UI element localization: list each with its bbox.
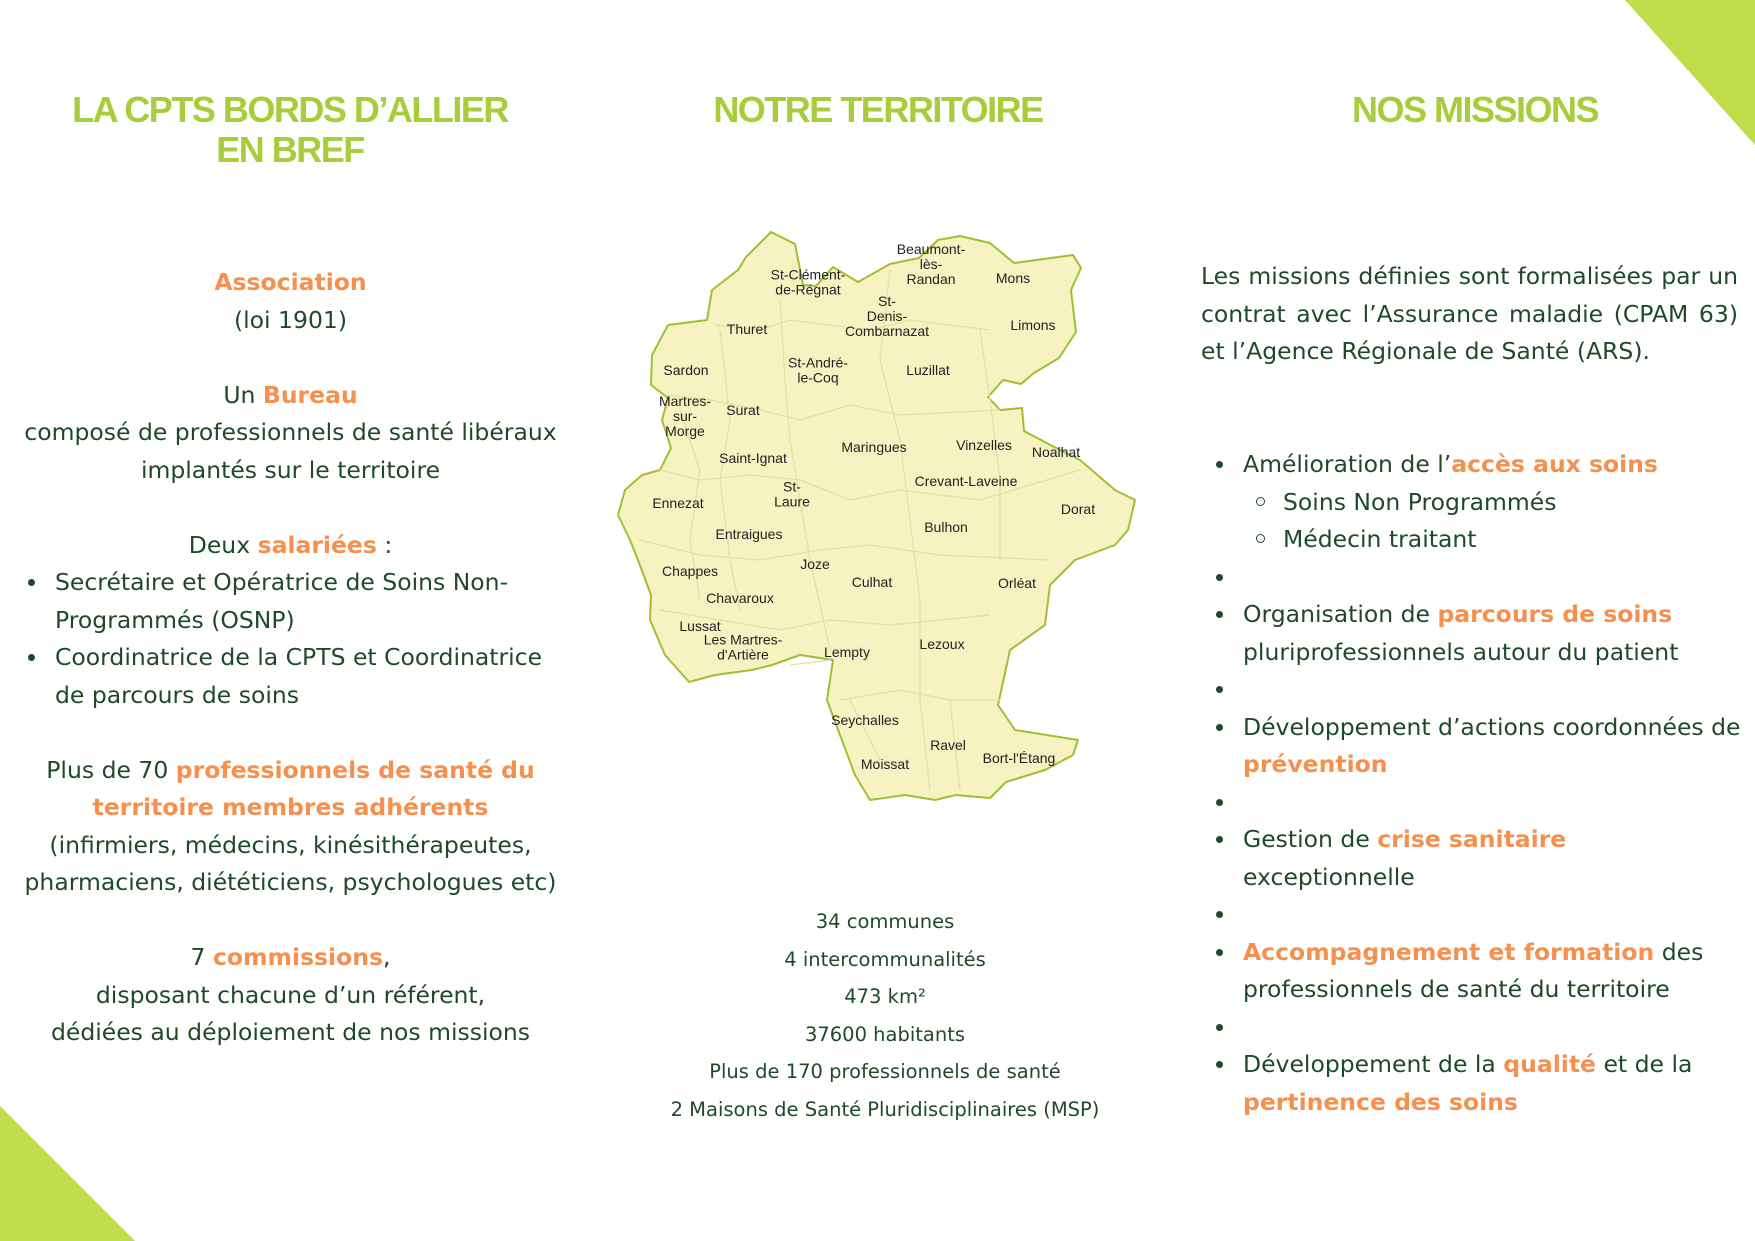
pros-highlight-2: territoire membres adhérents bbox=[92, 793, 489, 821]
commissions-line: 7 commissions, bbox=[190, 943, 391, 971]
bureau-line: Un Bureau bbox=[223, 380, 358, 409]
mission-highlight: prévention bbox=[1243, 750, 1388, 778]
salaries-highlight: salariées bbox=[257, 530, 377, 559]
bureau-desc-1: composé de professionnels de santé libéraux bbox=[24, 418, 557, 446]
association-label: Association bbox=[214, 268, 367, 296]
mission-highlight: qualité bbox=[1503, 1050, 1596, 1078]
map-label-orleat: Orléat bbox=[997, 575, 1037, 591]
stat-line: Plus de 170 professionnels de santé bbox=[709, 1060, 1061, 1083]
commissions-desc-1: disposant chacune d’un référent, bbox=[95, 980, 486, 1009]
salaries-item: Coordinatrice de la CPTS et Coordinatrice de parcours de soins bbox=[26, 639, 563, 714]
map-label-surat: Surat bbox=[726, 402, 760, 418]
map-label-lezoux: Lezoux bbox=[919, 636, 965, 652]
map-label-dorat: Dorat bbox=[1060, 501, 1096, 517]
map-label-saint-ignat: Saint-Ignat bbox=[719, 450, 787, 466]
middle-title: NOTRE TERRITOIRE bbox=[713, 89, 1043, 130]
map-label-bort: Bort-l'Étang bbox=[982, 750, 1056, 766]
commissions-desc-2: dédiées au déploiement de nos missions bbox=[50, 1018, 531, 1046]
map-label-bulhon: Bulhon bbox=[924, 519, 968, 535]
missions-list bbox=[1214, 446, 1744, 1121]
territory-stats bbox=[630, 903, 1140, 1128]
map-label-luzillat: Luzillat bbox=[906, 362, 950, 378]
map-label-les-martres: Les Martres-d'Artière bbox=[703, 631, 783, 663]
map-label-noalhat: Noalhat bbox=[1031, 444, 1081, 460]
bottom-left-corner-triangle bbox=[0, 1106, 135, 1241]
left-content bbox=[18, 264, 563, 1052]
left-title bbox=[40, 90, 540, 170]
bureau-highlight: Bureau bbox=[262, 380, 358, 409]
commissions-highlight: commissions bbox=[212, 943, 383, 971]
map-label-chavaroux: Chavaroux bbox=[706, 590, 774, 606]
salaries-list bbox=[26, 564, 563, 714]
mission-item-parcours: Organisation de parcours de soins pluriprofessionnels autour du patient bbox=[1214, 596, 1744, 671]
map-label-maringues: Maringues bbox=[841, 439, 907, 455]
map-label-limons: Limons bbox=[1010, 317, 1056, 333]
map-label-sardon: Sardon bbox=[663, 362, 709, 378]
map-label-martres-sur-morge: Martres-sur-Morge bbox=[658, 393, 712, 439]
pros-line-1: Plus de 70 professionnels de santé du bbox=[46, 755, 535, 784]
missions-list-container bbox=[1214, 446, 1744, 1121]
map-label-ennezat: Ennezat bbox=[652, 495, 704, 511]
stat-line: 473 km² bbox=[844, 985, 926, 1008]
bureau-desc-2: implantés sur le territoire bbox=[140, 455, 441, 484]
map-label-culhat: Culhat bbox=[851, 574, 893, 590]
left-title-line2: EN BREF bbox=[216, 129, 364, 170]
left-title-line1: LA CPTS BORDS D’ALLIER bbox=[72, 89, 508, 130]
pros-desc-1: (infirmiers, médecins, kinésithérapeutes, bbox=[49, 830, 532, 859]
salaries-line: Deux salariées : bbox=[188, 530, 393, 559]
map-label-seychalles: Seychalles bbox=[831, 712, 899, 728]
territory-map bbox=[612, 228, 1142, 820]
missions-intro: Les missions définies sont formalisées par un contrat avec l’Assurance maladie (CPAM 63) et l’Agence Régionale de Santé (ARS). bbox=[1201, 262, 1738, 365]
stat-line: 34 communes bbox=[815, 910, 955, 933]
mission-highlight: accès aux soins bbox=[1451, 450, 1658, 478]
right-title: NOS MISSIONS bbox=[1351, 89, 1599, 130]
mission-item-crise: Gestion de crise sanitaire exceptionnelle bbox=[1214, 821, 1744, 896]
map-label-st-denis: St-Denis-Combarnazat bbox=[844, 293, 930, 339]
mission-highlight: Accompagnement et formation bbox=[1243, 937, 1655, 966]
map-label-st-laure: St-Laure bbox=[774, 478, 810, 510]
map-label-joze: Joze bbox=[800, 556, 830, 572]
map-label-mons: Mons bbox=[995, 270, 1031, 286]
sub-item: Soins Non Programmés bbox=[1243, 484, 1744, 522]
loi-label: (loi 1901) bbox=[233, 305, 348, 334]
map-label-vinzelles: Vinzelles bbox=[956, 437, 1012, 453]
map-label-st-andre: St-André-le-Coq bbox=[788, 354, 848, 386]
mission-highlight: pertinence des soins bbox=[1243, 1087, 1518, 1116]
mission-item-access: Amélioration de l’accès aux soins Soins Non Programmés Médecin traitant bbox=[1214, 446, 1744, 559]
map-label-ravel: Ravel bbox=[930, 737, 966, 753]
stat-line: 4 intercommunalités bbox=[784, 947, 986, 971]
map-label-beaumont: Beaumont-lès-Randan bbox=[896, 241, 966, 287]
pros-desc-2: pharmaciens, diététiciens, psychologues etc) bbox=[24, 868, 557, 896]
map-label-chappes: Chappes bbox=[661, 563, 719, 579]
mission-highlight: crise sanitaire bbox=[1377, 825, 1567, 853]
mission-item-formation: Accompagnement et formation des professionnels de santé du territoire bbox=[1214, 934, 1744, 1009]
stat-line: 2 Maisons de Santé Pluridisciplinaires (MSP) bbox=[670, 1097, 1100, 1121]
map-label-thuret: Thuret bbox=[726, 321, 768, 337]
mission-item-qualite: Développement de la qualité et de la pertinence des soins bbox=[1214, 1046, 1744, 1121]
map-label-lempty: Lempty bbox=[824, 644, 870, 660]
map-label-moissat: Moissat bbox=[860, 756, 910, 772]
mission-item-prevention: Développement d’actions coordonnées de prévention bbox=[1214, 709, 1744, 784]
mission-highlight: parcours de soins bbox=[1437, 600, 1673, 628]
map-label-entraigues: Entraigues bbox=[715, 526, 783, 542]
access-sublist bbox=[1243, 484, 1744, 559]
map-label-crevant: Crevant-Laveine bbox=[914, 473, 1018, 489]
salaries-item: Secrétaire et Opératrice de Soins Non-Programmés (OSNP) bbox=[26, 564, 563, 639]
sub-item: Médecin traitant bbox=[1243, 521, 1744, 559]
pros-highlight-1: professionnels de santé du bbox=[175, 755, 535, 784]
map-label-st-clement: St-Clément-de-Régnat bbox=[770, 266, 846, 298]
stat-line: 37600 habitants bbox=[804, 1022, 966, 1046]
map-label-lussat: Lussat bbox=[679, 618, 721, 634]
